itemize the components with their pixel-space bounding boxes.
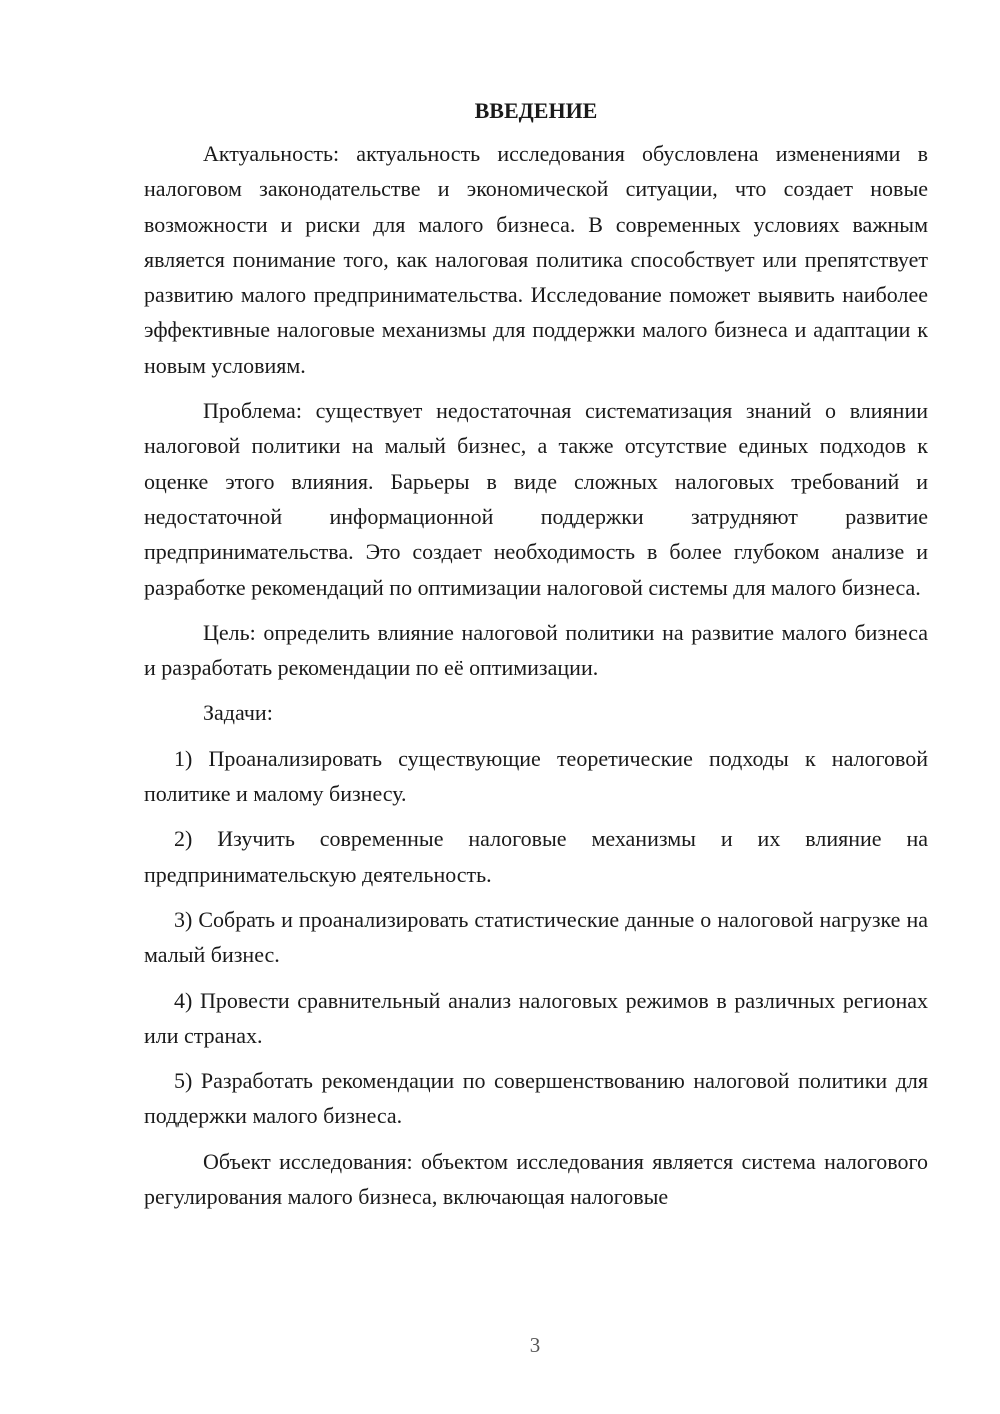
relevance-paragraph: Актуальность: актуальность исследования обусловлена изменениями в налоговом законодательстве и экономической ситуации, что создает новые возможности и риски для малого бизнеса. В современных условиях важным является понимание того, как налоговая политика способствует или препятствует развитию малого предпринимательства. Исследование поможет выявить наиболее эффективные налоговые механизмы для поддержки малого бизнеса и адаптации к новым условиям.	[144, 141, 928, 378]
task-item-2: 2) Изучить современные налоговые механизмы и их влияние на предпринимательскую деятельность.	[144, 826, 928, 887]
goal-paragraph: Цель: определить влияние налоговой политики на развитие малого бизнеса и разработать рекомендации по её оптимизации.	[144, 619, 928, 681]
task-item-3: 3) Собрать и проанализировать статистические данные о налоговой нагрузке на малый бизнес.	[144, 906, 928, 968]
document-page	[144, 93, 928, 1224]
page-number: 3	[529, 1333, 541, 1357]
task-item-4: 4) Провести сравнительный анализ налоговых режимов в различных регионах или странах.	[144, 987, 928, 1048]
task-item-1: 1) Проанализировать существующие теоретические подходы к налоговой политике и малому бизнесу.	[144, 745, 928, 807]
task-item-5: 5) Разработать рекомендации по совершенствованию налоговой политики для поддержки малого бизнеса.	[144, 1068, 928, 1129]
problem-paragraph: Проблема: существует недостаточная систематизация знаний о влиянии налоговой политики на малый бизнес, а также отсутствие единых подходов к оценке этого влияния. Барьеры в виде сложных налоговых требований и недостаточной информационной поддержки затрудняют развитие предпринимательства. Это создает необходимость в более глубоком анализе и разработке рекомендаций по оптимизации налоговой системы для малого бизнеса.	[144, 398, 928, 600]
section-title: ВВЕДЕНИЕ	[474, 98, 598, 123]
tasks-label: Задачи:	[203, 700, 273, 726]
object-paragraph: Объект исследования: объектом исследования является система налогового регулирования малого бизнеса, включающая налоговые	[144, 1148, 928, 1210]
